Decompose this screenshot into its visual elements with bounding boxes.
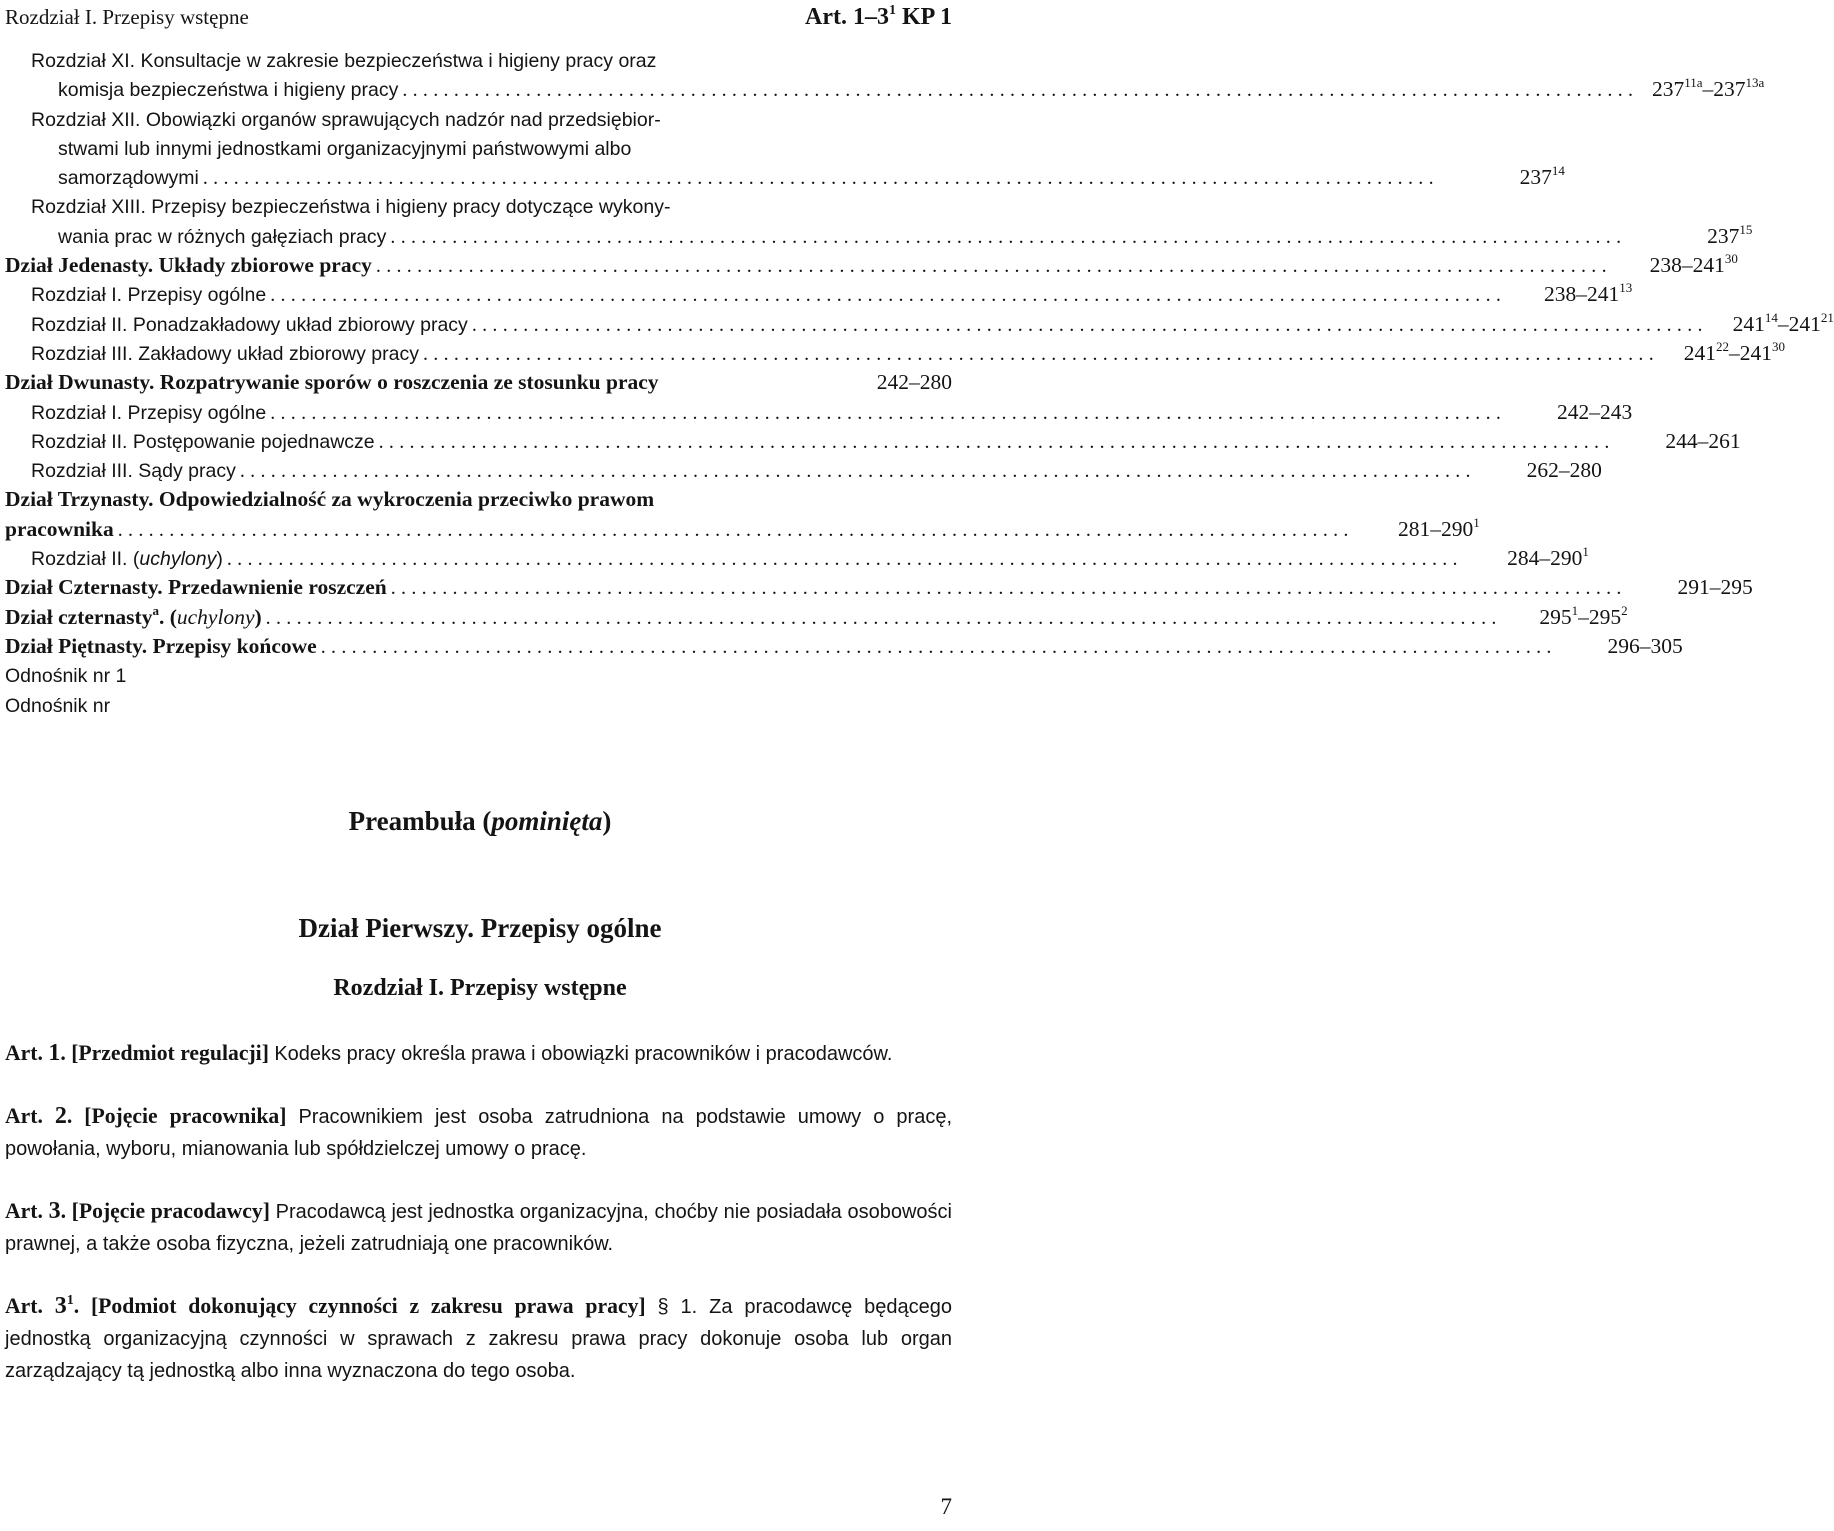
toc-entry[interactable] <box>5 251 1738 280</box>
toc-entry-title: Rozdział III. Sądy pracy <box>31 460 236 483</box>
toc-leader: ........................................................................................................................ <box>202 167 1439 190</box>
toc-leader: ........................................................................................................................ <box>239 460 1476 483</box>
toc-entry-title: Rozdział II. Postępowanie pojednawcze <box>31 430 375 453</box>
toc-entry[interactable] <box>5 544 1589 573</box>
preamble-heading: Preambuła (pominięta) <box>348 806 612 836</box>
toc-leader: ........................................................................................................................ <box>471 313 1708 336</box>
articles <box>5 1038 952 1418</box>
toc-entry[interactable] <box>5 338 1785 368</box>
chapter-title: Rozdział I. Przepisy wstępne <box>333 975 627 1001</box>
toc-entry[interactable] <box>5 573 1753 602</box>
toc-entry-title: samorządowymi <box>58 167 199 190</box>
toc-entry-title: Rozdział II. Ponadzakładowy układ zbiorowy pracy <box>31 313 468 336</box>
toc-page-ref: $237^{14}$ <box>1519 163 1565 190</box>
toc-leader: ........................................................................................................................ <box>378 430 1615 453</box>
toc-leader: ........................................................................................................................ <box>117 518 1354 541</box>
toc-entry-title: Rozdział I. Przepisy ogólne <box>31 401 267 424</box>
footnote-link[interactable]: Odnośnik nr <box>5 694 111 717</box>
running-head-right: Art. $1-3^1$ KP 1 <box>805 3 952 30</box>
toc-leader: ........................................................................................................................ <box>320 635 1557 658</box>
toc-entry[interactable] <box>5 368 952 397</box>
toc-entry[interactable] <box>5 192 1753 251</box>
toc-entry[interactable] <box>5 632 1683 661</box>
article-title: [Podmiot dokonujący czynności z zakresu prawa pracy] <box>90 1294 646 1318</box>
toc-leader: ........................................................................................................................ <box>265 606 1502 629</box>
toc-page-ref: 242–280 <box>876 370 952 395</box>
toc-entry[interactable] <box>5 602 1628 632</box>
toc-entry-title: komisja bezpieczeństwa i higieny pracy <box>58 79 399 102</box>
toc-leader: ........................................................................................................................ <box>375 255 1612 278</box>
article-text: Kodeks pracy określa prawa i obowiązki pracowników i pracodawców. <box>274 1043 893 1065</box>
toc-page-ref: $241^{14}-241^{21}$ <box>1732 309 1834 336</box>
toc-entry-title: Rozdział I. Przepisy ogólne <box>31 284 267 307</box>
toc-entry[interactable] <box>5 46 1765 105</box>
toc-entry-title: Rozdział II. (uchylony) <box>31 548 223 571</box>
toc-leader: ........................................................................................................................ <box>423 342 1659 365</box>
article-number: Art. $3^1$. <box>5 1293 91 1319</box>
toc-entry-title: Dział Piętnasty. Przepisy końcowe <box>5 633 317 658</box>
toc-entry-title: Dział Dwunasty. Rozpatrywanie sporów o roszczenia ze stosunku pracy <box>5 370 659 395</box>
article-title: [Pojęcie pracodawcy] <box>71 1199 270 1223</box>
toc-leader: ........................................................................................................................ <box>390 577 1627 600</box>
article-text: § 1. Za pracodawcę będącego jednostką organizacyjną czynności w sprawach z zakresu prawa pracy dokonuje osoba lub organ zarządzający tą jednostką albo inna wyznaczona do tego osoba. <box>5 1296 953 1382</box>
toc-entry-title: wania prac w różnych gałęziach pracy <box>58 225 387 248</box>
toc-entry[interactable] <box>5 485 1480 544</box>
toc-entry[interactable] <box>5 398 1633 427</box>
toc-leader: ........................................................................................................................ <box>270 284 1507 307</box>
toc-page-ref: 262–280 <box>1526 458 1602 483</box>
toc-page-ref: 242–243 <box>1556 399 1633 424</box>
toc-entry-line: stwami lub innymi jednostkami organizacyjnymi państwowymi albo <box>58 137 632 160</box>
running-head <box>5 2 952 32</box>
toc-leader: ........................................................................................................................ <box>226 548 1463 571</box>
toc-entry[interactable] <box>5 105 1565 193</box>
article-number: Art. 1. <box>5 1040 72 1066</box>
toc-entry-title: Dział Jedenasty. Układy zbiorowe pracy <box>5 253 372 278</box>
toc-page-ref: $237^{11a}-237^{13a}$ <box>1652 75 1765 102</box>
running-head-left: Rozdział I. Przepisy wstępne <box>5 5 249 29</box>
toc-page-ref: $238-241^{30}$ <box>1649 251 1738 278</box>
article <box>5 1196 952 1260</box>
toc-entry-title: Rozdział III. Zakładowy układ zbiorowy pracy <box>31 342 419 365</box>
toc-entry-title: Dział czternasty$^a$. (uchylony) <box>5 602 262 629</box>
article <box>5 1101 952 1165</box>
toc-page-ref: $284-290^1$ <box>1507 544 1589 571</box>
article <box>5 1038 952 1070</box>
article-title: [Pojęcie pracownika] <box>84 1104 287 1128</box>
article-number: Art. 3. <box>5 1198 72 1224</box>
table-of-contents <box>5 46 1834 720</box>
toc-leader: ........................................................................................................................ <box>390 225 1627 248</box>
toc-page-ref: 296–305 <box>1607 633 1683 658</box>
toc-page-ref: $237^{15}$ <box>1707 221 1753 248</box>
toc-entry-title: Dział Czternasty. Przedawnienie roszczeń <box>5 575 387 600</box>
toc-page-ref: 291–295 <box>1677 575 1753 600</box>
toc-entry-title: pracownika <box>5 516 114 541</box>
footnote-link[interactable]: Odnośnik nr 1 <box>5 665 127 688</box>
toc-entry-line: Rozdział XIII. Przepisy bezpieczeństwa i higieny pracy dotyczące wykony- <box>31 196 671 219</box>
article-number: Art. 2. <box>5 1103 85 1129</box>
toc-entry[interactable] <box>5 427 1741 456</box>
toc-page-ref: 244–261 <box>1665 428 1741 453</box>
part-title: Dział Pierwszy. Przepisy ogólne <box>298 913 662 943</box>
toc-entry[interactable] <box>5 280 1633 309</box>
article <box>5 1291 952 1387</box>
toc-entry[interactable] <box>5 456 1602 485</box>
article-title: [Przedmiot regulacji] <box>71 1041 269 1065</box>
article-text: Pracodawcą jest jednostka organizacyjna, choćby nie posiadała osobowości prawnej, a także osoba fizyczna, jeżeli zatrudniają one pracowników. <box>5 1201 952 1255</box>
page-number: 7 <box>940 1494 952 1519</box>
toc-leader: ........................................................................................................................ <box>402 79 1639 102</box>
toc-page-ref: $241^{22}-241^{30}$ <box>1683 338 1785 365</box>
toc-page-ref: $295^1-295^2$ <box>1539 602 1628 629</box>
toc-leader: ........................................................................................................................ <box>270 401 1507 424</box>
toc-entry-line: Rozdział XII. Obowiązki organów sprawujących nadzór nad przedsiębior- <box>31 108 661 131</box>
toc-entry-line: Rozdział XI. Konsultacje w zakresie bezpieczeństwa i higieny pracy oraz <box>31 50 657 72</box>
toc-page-ref: $281-290^1$ <box>1397 514 1480 541</box>
toc-page-ref: $238-241^{13}$ <box>1543 280 1633 307</box>
toc-entry[interactable] <box>5 309 1834 339</box>
article-text: Pracownikiem jest osoba zatrudniona na podstawie umowy o pracę, powołania, wyboru, mianowania lub spółdzielczej umowy o pracę. <box>5 1106 952 1160</box>
toc-entry-line: Dział Trzynasty. Odpowiedzialność za wykroczenia przeciwko prawom <box>5 487 655 512</box>
